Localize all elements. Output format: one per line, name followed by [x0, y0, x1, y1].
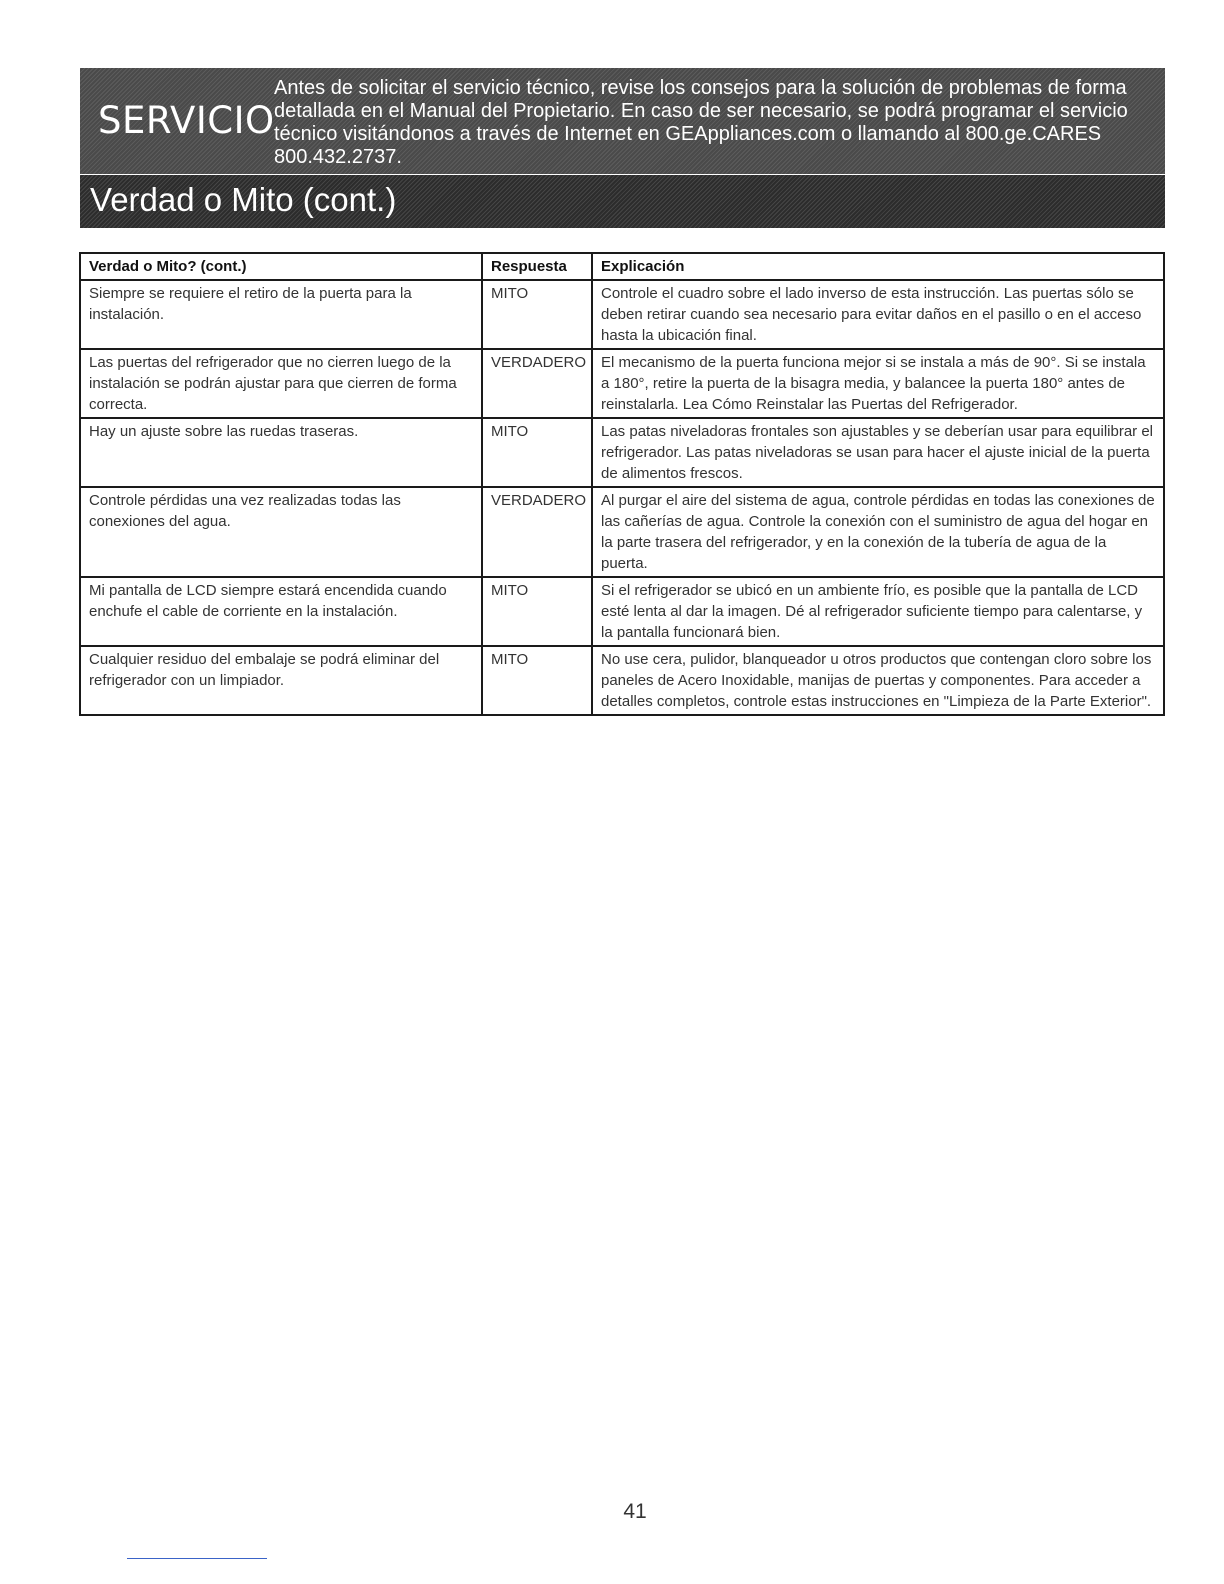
- explanation-cell: Las patas niveladoras frontales son ajustables y se deberían usar para equilibrar el refrigerador. Las patas niveladoras se usan para hacer el ajuste inicial de la puerta de alimentos frescos.: [592, 418, 1164, 487]
- explanation-cell: Al purgar el aire del sistema de agua, controle pérdidas en todas las conexiones de las cañerías de agua. Controle la conexión con el suministro de agua del hogar en la parte trasera del refrigerador, y en la conexión de la tubería de agua de la puerta.: [592, 487, 1164, 577]
- page-number: 41: [623, 1500, 647, 1523]
- explanation-cell: Controle el cuadro sobre el lado inverso de esta instrucción. Las puertas sólo se deben retirar cuando sea necesario para evitar daños en el pasillo o en el acceso hasta la ubicación final.: [592, 280, 1164, 349]
- service-text: Antes de solicitar el servicio técnico, revise los consejos para la solución de problemas de forma detallada en el Manual del Propietario. En caso de ser necesario, se podrá programar el servicio técnico visitándonos a través de Internet en GEAppliances.com o llamando al 800.ge.CARES 800.432.2737.: [274, 77, 1128, 168]
- statement-cell: Las puertas del refrigerador que no cierren luego de la instalación se podrán ajustar para que cierren de forma correcta.: [80, 349, 482, 418]
- table-row: [80, 349, 1164, 418]
- statement-cell: Cualquier residuo del embalaje se podrá eliminar del refrigerador con un limpiador.: [80, 646, 482, 715]
- service-label: SERVICIO: [98, 99, 275, 142]
- table-row: [80, 487, 1164, 577]
- table-row: [80, 418, 1164, 487]
- statement-cell: Mi pantalla de LCD siempre estará encendida cuando enchufe el cable de corriente en la instalación.: [80, 577, 482, 646]
- answer-cell: VERDADERO: [482, 349, 592, 418]
- statement-cell: Controle pérdidas una vez realizadas todas las conexiones del agua.: [80, 487, 482, 577]
- header-answer: Respuesta: [482, 253, 592, 280]
- statement-cell: Hay un ajuste sobre las ruedas traseras.: [80, 418, 482, 487]
- answer-cell: MITO: [482, 646, 592, 715]
- header-statement: Verdad o Mito? (cont.): [80, 253, 482, 280]
- section-title: Verdad o Mito (cont.): [90, 181, 397, 218]
- table-row: [80, 577, 1164, 646]
- explanation-cell: Si el refrigerador se ubicó en un ambiente frío, es posible que la pantalla de LCD esté lenta al dar la imagen. Dé al refrigerador suficiente tiempo para calentarse, y la pantalla funcionará bien.: [592, 577, 1164, 646]
- answer-cell: VERDADERO: [482, 487, 592, 577]
- footer-rule: [127, 1558, 267, 1559]
- table-row: [80, 646, 1164, 715]
- table-row: [80, 280, 1164, 349]
- table-header-row: [80, 253, 1164, 280]
- answer-cell: MITO: [482, 280, 592, 349]
- truth-or-myth-table: [79, 252, 1165, 716]
- section-banner: [80, 174, 1165, 228]
- answer-cell: MITO: [482, 577, 592, 646]
- explanation-cell: El mecanismo de la puerta funciona mejor si se instala a más de 90°. Si se instala a 180°, retire la puerta de la bisagra media, y balancee la puerta 180° antes de reinstalarla. Lea Cómo Reinstalar las Puertas del Refrigerador.: [592, 349, 1164, 418]
- statement-cell: Siempre se requiere el retiro de la puerta para la instalación.: [80, 280, 482, 349]
- answer-cell: MITO: [482, 418, 592, 487]
- explanation-cell: No use cera, pulidor, blanqueador u otros productos que contengan cloro sobre los paneles de Acero Inoxidable, manijas de puertas y componentes. Para acceder a detalles completos, controle estas instrucciones en "Limpieza de la Parte Exterior".: [592, 646, 1164, 715]
- service-banner: [80, 68, 1165, 174]
- header-explanation: Explicación: [592, 253, 1164, 280]
